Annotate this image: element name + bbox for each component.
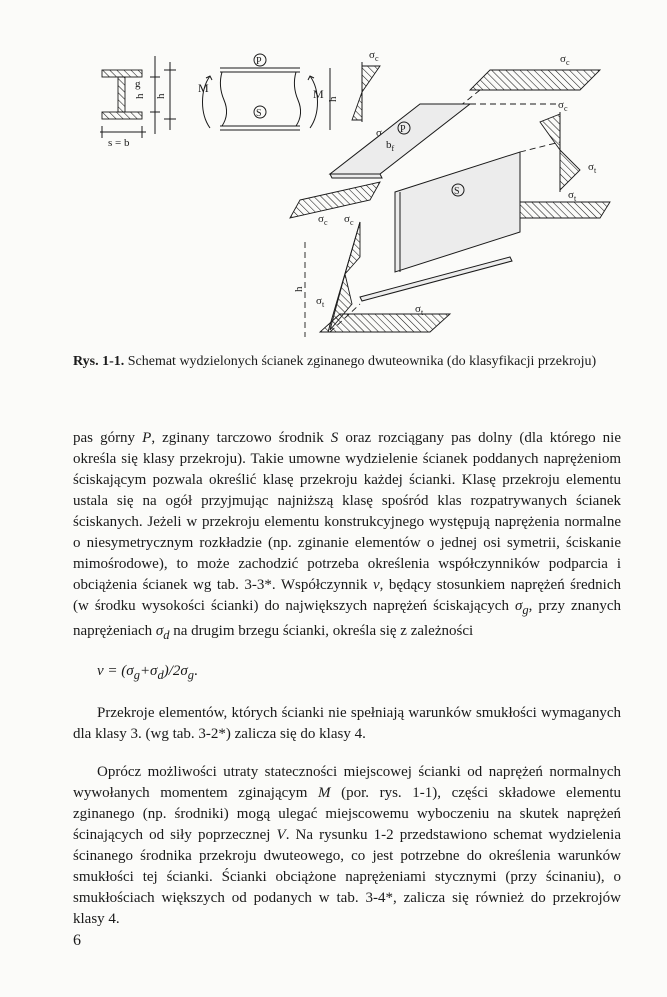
p1-text-4: , będący stosunkiem naprężeń średnich (w środku wysokości ścianki) do największych naprężeń ściskających xyxy=(73,577,621,614)
p3-text-1: Oprócz możliwości utraty stateczności miejscowej ścianki od naprężeń normalnych wywołanych momentem zginającym xyxy=(73,764,621,801)
p3-symbol-v: V xyxy=(276,827,286,843)
p1-symbol-nu: ν xyxy=(372,577,380,593)
p1-symbol-sigma-g: σ xyxy=(514,598,523,614)
caption-label: Rys. 1-1. xyxy=(73,354,125,369)
label-sigma-t-bottom: $\sigma_t$ xyxy=(415,303,424,317)
p1-text-6: na drugim brzegu ścianki, określa się z zależności xyxy=(169,623,474,639)
label-sigma-t-bottomright: $\sigma_t$ xyxy=(568,189,577,203)
p1-symbol-sigma-d: σ xyxy=(155,623,164,639)
label-h-total: h xyxy=(155,93,167,99)
p1-sub-d: d xyxy=(163,628,170,642)
formula-sub-g1: g xyxy=(133,668,140,682)
label-g: g xyxy=(135,78,141,90)
formula-sub-d1: d xyxy=(157,668,164,682)
p1-text-1: pas górny xyxy=(73,430,143,446)
page-number: 6 xyxy=(73,932,81,949)
label-h-iso: h xyxy=(293,286,305,292)
caption-text: Schemat wydzielonych ścianek zginanego dwuteownika (do klasyfikacji przekroju) xyxy=(124,354,597,369)
formula-sub-g2: g xyxy=(187,668,195,682)
formula-part-1: ν = (σ xyxy=(97,663,134,679)
p3-symbol-m: M xyxy=(318,785,331,801)
label-sigma-c-side: $\sigma_c$ xyxy=(369,49,379,63)
figure-i-beam-schematic xyxy=(60,42,620,347)
paragraph-2: Przekroje elementów, których ścianki nie spełniają warunków smukłości wymaganych dla klasy 3. (wg tab. 3-2*) zalicza się do klasy 4. xyxy=(73,705,621,742)
formula-part-4: . xyxy=(194,663,198,679)
formula-part-3: )/2σ xyxy=(163,663,188,679)
label-sigma-c-left2: $\sigma_c$ xyxy=(344,213,354,227)
label-sigma-t-right: $\sigma_t$ xyxy=(588,161,597,175)
paragraph-3 xyxy=(73,762,621,930)
label-s-equals-b: s = b xyxy=(108,137,130,149)
label-s-side: S xyxy=(256,108,262,119)
figure-caption xyxy=(73,353,621,370)
p1-text-5: , przy znanych naprężeniach xyxy=(73,598,621,639)
p1-text-3: oraz rozciągany pas dolny (dla którego nie określa się klasy przekroju). Takie umowne wydzielenie ścianek poddanych naprężeniom ściskającym pozwala określić klasę przekroju każdej ścianki. Klasę przekroju elementu ustala się na ogół przyjmując najniższą klasę spośród klas rozpatrywanych ścianek ściskanych. Jeżeli w przekroju elementu konstrukcyjnego występują naprężenia normalne o niesymetrycznym rozkładzie (np. zginanie elementów o jednej osi symetrii, ściskanie mimośrodowe), to może zachodzić potrzeba określenia współczynników podparcia i obciążenia ścianek wg tab. 3-3*. Współczynnik xyxy=(73,430,622,593)
label-p-iso: P xyxy=(400,124,406,135)
label-h-web: h xyxy=(134,93,146,99)
stress-diagram-side xyxy=(352,49,385,141)
label-b-f: $b_f$ xyxy=(386,139,395,153)
label-sigma-c-left1: $\sigma_c$ xyxy=(318,213,328,227)
p3-text-3: . Na rysunku 1-2 przedstawiono schemat wydzielenia ścinanego środnika przekroju dwuteowego, co jest potrzebne do określenia warunków smukłości tej ścianki. Ścianki obciążone naprężeniami stycznymi (przy ścinaniu), o smukłościach większych od podanych w tab. 3-4*, zalicza się również do przekrojów klasy 4. xyxy=(73,827,622,927)
p1-sub-g: g xyxy=(522,603,529,617)
label-m-left: M xyxy=(198,81,209,95)
i-beam-cross-section xyxy=(100,56,176,149)
p1-text-2: , zginany tarczowo środnik xyxy=(151,430,331,446)
p1-symbol-s: S xyxy=(330,430,339,446)
label-sigma-c-right: $\sigma_c$ xyxy=(558,99,568,113)
label-sigma-c-top: $\sigma_c$ xyxy=(560,53,570,67)
p3-text-2: (por. rys. 1-1), części składowe elementu zginanego (np. środniki) mogą ulegać miejscowemu wyboczeniu na skutek naprężeń ścinających od siły poprzecznej xyxy=(73,785,621,843)
label-s-iso: S xyxy=(454,186,460,197)
label-sigma-t-left: $\sigma_t$ xyxy=(316,295,325,309)
formula-nu xyxy=(97,663,198,683)
formula-part-2: +σ xyxy=(139,663,158,679)
beam-side-view xyxy=(198,54,339,130)
label-p-side: P xyxy=(256,56,262,67)
label-m-right: M xyxy=(313,87,324,101)
p1-symbol-p: P xyxy=(142,430,152,446)
paragraph-1 xyxy=(73,428,621,646)
figure-drawing xyxy=(60,42,620,347)
label-h-side: h xyxy=(327,96,339,102)
label-sigma-t-side: σ xyxy=(376,127,382,139)
